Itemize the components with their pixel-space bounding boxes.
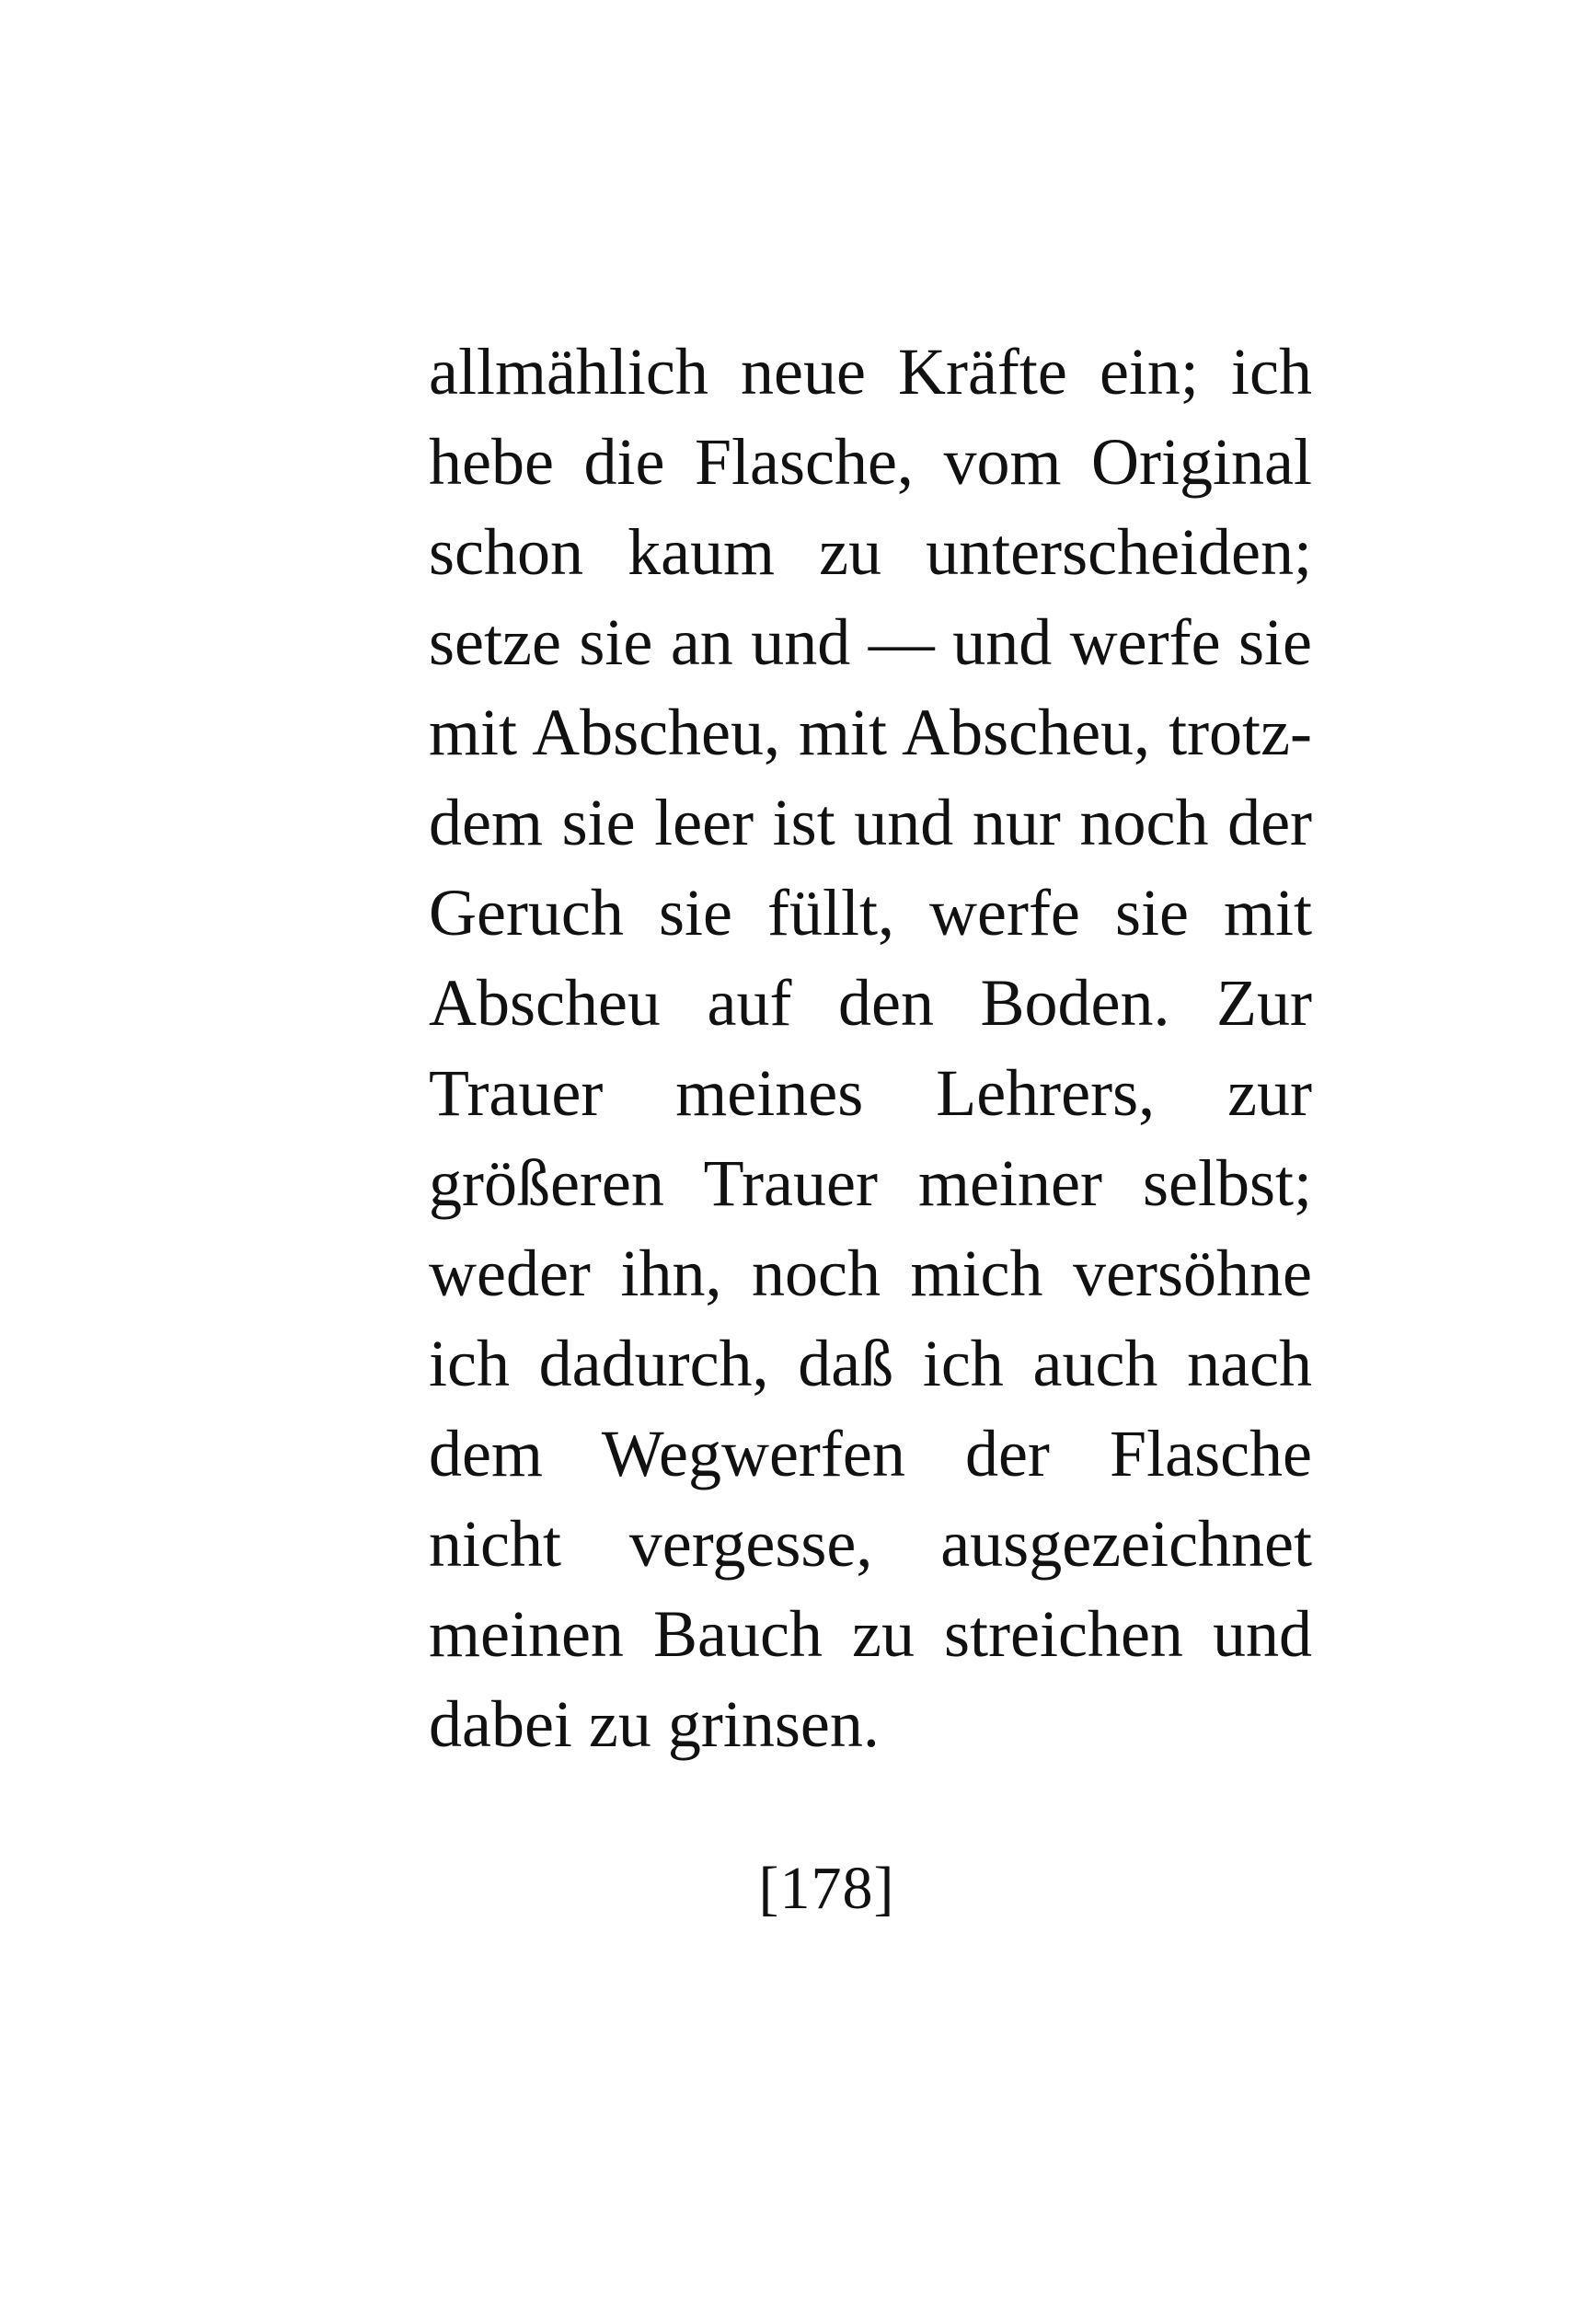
text-line: ich dadurch, daß ich auch nach	[429, 1327, 1312, 1400]
page-number: [178]	[758, 1855, 895, 1922]
text-line: meinen Bauch zu streichen und	[429, 1597, 1312, 1671]
text-line: nicht vergesse, ausgezeichnet	[429, 1507, 1312, 1581]
text-line: schon kaum zu unterscheiden;	[429, 515, 1312, 589]
text-line: dem Wegwerfen der Flasche	[429, 1417, 1312, 1490]
text-line: hebe die Flasche, vom Original	[429, 425, 1312, 499]
text-line: weder ihn, noch mich versöhne	[429, 1237, 1312, 1310]
text-line: setze sie an und — und werfe sie	[429, 605, 1312, 679]
text-line: größeren Trauer meiner selbst;	[429, 1146, 1312, 1220]
text-line: Abscheu auf den Boden. Zur	[429, 966, 1312, 1040]
text-line: mit Abscheu, mit Abscheu, trotz-	[429, 696, 1312, 769]
text-line: dem sie leer ist und nur noch der	[429, 786, 1312, 859]
text-line: allmählich neue Kräfte ein; ich	[429, 335, 1312, 408]
text-line: Geruch sie füllt, werfe sie mit	[429, 876, 1312, 949]
text-line: Trauer meines Lehrers, zur	[429, 1056, 1312, 1130]
text-line-last: dabei zu grinsen.	[429, 1687, 880, 1761]
